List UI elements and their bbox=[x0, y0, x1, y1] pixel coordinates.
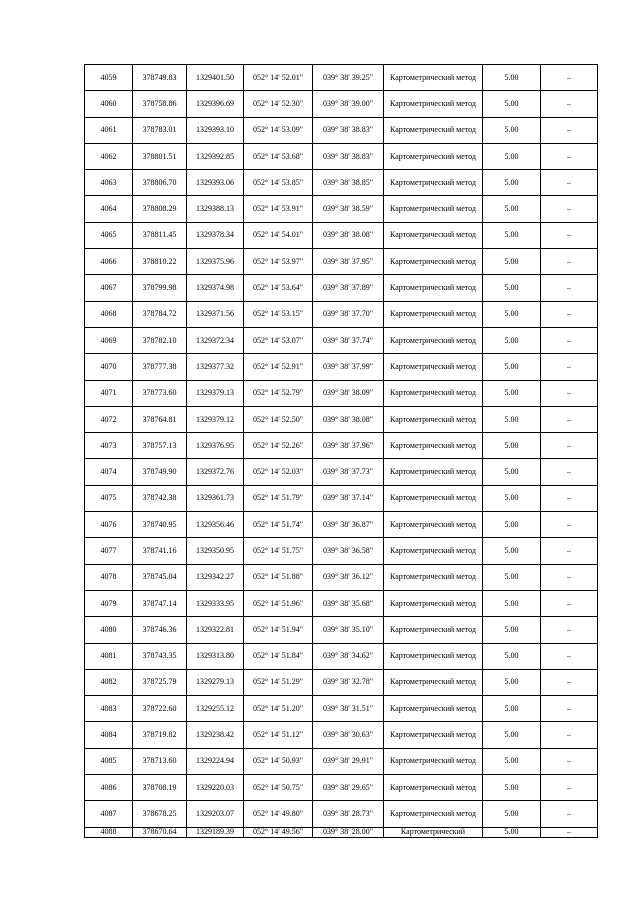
point-number-cell: 4072 bbox=[85, 406, 133, 432]
point-number-cell: 4071 bbox=[85, 380, 133, 406]
table-row bbox=[85, 117, 598, 143]
note-cell: – bbox=[541, 170, 598, 196]
accuracy-cell: 5.00 bbox=[483, 722, 541, 748]
latitude-cell: 052° 14' 53.09" bbox=[244, 117, 313, 143]
method-cell: Картометрический метод bbox=[384, 696, 483, 722]
point-number-cell: 4075 bbox=[85, 485, 133, 511]
table-row bbox=[85, 354, 598, 380]
x-coordinate-cell: 378670.64 bbox=[133, 827, 187, 837]
y-coordinate-cell: 1329333.95 bbox=[187, 590, 244, 616]
accuracy-cell: 5.00 bbox=[483, 669, 541, 695]
y-coordinate-cell: 1329378.34 bbox=[187, 222, 244, 248]
point-number-cell: 4082 bbox=[85, 669, 133, 695]
note-cell: – bbox=[541, 643, 598, 669]
longitude-cell: 039° 38' 39.25" bbox=[313, 65, 384, 91]
y-coordinate-cell: 1329322.81 bbox=[187, 617, 244, 643]
longitude-cell: 039° 38' 29.65" bbox=[313, 775, 384, 801]
latitude-cell: 052° 14' 52.50" bbox=[244, 406, 313, 432]
table-row bbox=[85, 617, 598, 643]
point-number-cell: 4081 bbox=[85, 643, 133, 669]
note-cell: – bbox=[541, 406, 598, 432]
note-cell: – bbox=[541, 380, 598, 406]
accuracy-cell: 5.00 bbox=[483, 275, 541, 301]
point-number-cell: 4065 bbox=[85, 222, 133, 248]
accuracy-cell: 5.00 bbox=[483, 775, 541, 801]
method-cell: Картометрический метод bbox=[384, 538, 483, 564]
method-cell: Картометрический метод bbox=[384, 117, 483, 143]
note-cell: – bbox=[541, 827, 598, 837]
method-cell: Картометрический метод bbox=[384, 170, 483, 196]
note-cell: – bbox=[541, 590, 598, 616]
y-coordinate-cell: 1329401.50 bbox=[187, 65, 244, 91]
table-row bbox=[85, 827, 598, 837]
table-row bbox=[85, 722, 598, 748]
x-coordinate-cell: 378743.35 bbox=[133, 643, 187, 669]
y-coordinate-cell: 1329356.46 bbox=[187, 512, 244, 538]
note-cell: – bbox=[541, 775, 598, 801]
table-row bbox=[85, 196, 598, 222]
x-coordinate-cell: 378783.01 bbox=[133, 117, 187, 143]
longitude-cell: 039° 38' 37.96" bbox=[313, 433, 384, 459]
y-coordinate-cell: 1329350.95 bbox=[187, 538, 244, 564]
latitude-cell: 052° 14' 49.80" bbox=[244, 801, 313, 827]
x-coordinate-cell: 378719.82 bbox=[133, 722, 187, 748]
x-coordinate-cell: 378764.81 bbox=[133, 406, 187, 432]
table-row bbox=[85, 275, 598, 301]
table-row bbox=[85, 433, 598, 459]
method-cell: Картометрический метод bbox=[384, 65, 483, 91]
latitude-cell: 052° 14' 50.75" bbox=[244, 775, 313, 801]
latitude-cell: 052° 14' 52.91" bbox=[244, 354, 313, 380]
latitude-cell: 052° 14' 51.94" bbox=[244, 617, 313, 643]
method-cell: Картометрический метод bbox=[384, 91, 483, 117]
x-coordinate-cell: 378806.70 bbox=[133, 170, 187, 196]
accuracy-cell: 5.00 bbox=[483, 617, 541, 643]
point-number-cell: 4085 bbox=[85, 748, 133, 774]
method-cell: Картометрический метод bbox=[384, 617, 483, 643]
note-cell: – bbox=[541, 512, 598, 538]
latitude-cell: 052° 14' 51.96" bbox=[244, 590, 313, 616]
latitude-cell: 052° 14' 53.15" bbox=[244, 301, 313, 327]
method-cell: Картометрический метод bbox=[384, 354, 483, 380]
y-coordinate-cell: 1329220.03 bbox=[187, 775, 244, 801]
x-coordinate-cell: 378722.60 bbox=[133, 696, 187, 722]
accuracy-cell: 5.00 bbox=[483, 301, 541, 327]
x-coordinate-cell: 378801.51 bbox=[133, 143, 187, 169]
latitude-cell: 052° 14' 54.01" bbox=[244, 222, 313, 248]
method-cell: Картометрический метод bbox=[384, 775, 483, 801]
table-row bbox=[85, 538, 598, 564]
accuracy-cell: 5.00 bbox=[483, 748, 541, 774]
x-coordinate-cell: 378773.60 bbox=[133, 380, 187, 406]
x-coordinate-cell: 378810.22 bbox=[133, 249, 187, 275]
y-coordinate-cell: 1329372.76 bbox=[187, 459, 244, 485]
point-number-cell: 4064 bbox=[85, 196, 133, 222]
table-row bbox=[85, 643, 598, 669]
y-coordinate-cell: 1329388.13 bbox=[187, 196, 244, 222]
method-cell: Картометрический метод bbox=[384, 433, 483, 459]
longitude-cell: 039° 38' 28.73" bbox=[313, 801, 384, 827]
method-cell: Картометрический метод bbox=[384, 249, 483, 275]
latitude-cell: 052° 14' 51.12" bbox=[244, 722, 313, 748]
point-number-cell: 4068 bbox=[85, 301, 133, 327]
table-row bbox=[85, 696, 598, 722]
point-number-cell: 4080 bbox=[85, 617, 133, 643]
accuracy-cell: 5.00 bbox=[483, 222, 541, 248]
y-coordinate-cell: 1329375.96 bbox=[187, 249, 244, 275]
note-cell: – bbox=[541, 327, 598, 353]
coordinates-table bbox=[84, 64, 598, 838]
latitude-cell: 052° 14' 52.26" bbox=[244, 433, 313, 459]
longitude-cell: 039° 38' 37.73" bbox=[313, 459, 384, 485]
accuracy-cell: 5.00 bbox=[483, 590, 541, 616]
x-coordinate-cell: 378782.10 bbox=[133, 327, 187, 353]
point-number-cell: 4077 bbox=[85, 538, 133, 564]
method-cell: Картометрический метод bbox=[384, 406, 483, 432]
y-coordinate-cell: 1329342.27 bbox=[187, 564, 244, 590]
accuracy-cell: 5.00 bbox=[483, 827, 541, 837]
method-cell: Картометрический метод bbox=[384, 722, 483, 748]
table-row bbox=[85, 590, 598, 616]
x-coordinate-cell: 378742.38 bbox=[133, 485, 187, 511]
point-number-cell: 4086 bbox=[85, 775, 133, 801]
x-coordinate-cell: 378678.25 bbox=[133, 801, 187, 827]
latitude-cell: 052° 14' 51.79" bbox=[244, 485, 313, 511]
method-cell: Картометрический метод bbox=[384, 327, 483, 353]
method-cell: Картометрический метод bbox=[384, 643, 483, 669]
note-cell: – bbox=[541, 617, 598, 643]
x-coordinate-cell: 378740.95 bbox=[133, 512, 187, 538]
note-cell: – bbox=[541, 91, 598, 117]
longitude-cell: 039° 38' 32.78" bbox=[313, 669, 384, 695]
point-number-cell: 4061 bbox=[85, 117, 133, 143]
latitude-cell: 052° 14' 51.20" bbox=[244, 696, 313, 722]
point-number-cell: 4070 bbox=[85, 354, 133, 380]
table-row bbox=[85, 669, 598, 695]
x-coordinate-cell: 378808.29 bbox=[133, 196, 187, 222]
method-cell: Картометрический bbox=[384, 827, 483, 837]
note-cell: – bbox=[541, 354, 598, 380]
table-row bbox=[85, 301, 598, 327]
accuracy-cell: 5.00 bbox=[483, 433, 541, 459]
method-cell: Картометрический метод bbox=[384, 380, 483, 406]
latitude-cell: 052° 14' 53.68" bbox=[244, 143, 313, 169]
x-coordinate-cell: 378741.16 bbox=[133, 538, 187, 564]
longitude-cell: 039° 38' 35.68" bbox=[313, 590, 384, 616]
method-cell: Картометрический метод bbox=[384, 222, 483, 248]
method-cell: Картометрический метод bbox=[384, 669, 483, 695]
method-cell: Картометрический метод bbox=[384, 196, 483, 222]
accuracy-cell: 5.00 bbox=[483, 249, 541, 275]
point-number-cell: 4076 bbox=[85, 512, 133, 538]
x-coordinate-cell: 378749.83 bbox=[133, 65, 187, 91]
accuracy-cell: 5.00 bbox=[483, 538, 541, 564]
y-coordinate-cell: 1329377.32 bbox=[187, 354, 244, 380]
accuracy-cell: 5.00 bbox=[483, 196, 541, 222]
note-cell: – bbox=[541, 65, 598, 91]
longitude-cell: 039° 38' 28.00" bbox=[313, 827, 384, 837]
point-number-cell: 4060 bbox=[85, 91, 133, 117]
y-coordinate-cell: 1329361.73 bbox=[187, 485, 244, 511]
method-cell: Картометрический метод bbox=[384, 590, 483, 616]
y-coordinate-cell: 1329379.13 bbox=[187, 380, 244, 406]
x-coordinate-cell: 378811.45 bbox=[133, 222, 187, 248]
x-coordinate-cell: 378758.86 bbox=[133, 91, 187, 117]
table-row bbox=[85, 564, 598, 590]
longitude-cell: 039° 38' 30.63" bbox=[313, 722, 384, 748]
y-coordinate-cell: 1329371.56 bbox=[187, 301, 244, 327]
y-coordinate-cell: 1329279.13 bbox=[187, 669, 244, 695]
method-cell: Картометрический метод bbox=[384, 748, 483, 774]
point-number-cell: 4074 bbox=[85, 459, 133, 485]
latitude-cell: 052° 14' 53.97" bbox=[244, 249, 313, 275]
point-number-cell: 4079 bbox=[85, 590, 133, 616]
point-number-cell: 4062 bbox=[85, 143, 133, 169]
accuracy-cell: 5.00 bbox=[483, 643, 541, 669]
latitude-cell: 052° 14' 52.03" bbox=[244, 459, 313, 485]
longitude-cell: 039° 38' 38.83" bbox=[313, 117, 384, 143]
table-row bbox=[85, 512, 598, 538]
longitude-cell: 039° 38' 37.99" bbox=[313, 354, 384, 380]
x-coordinate-cell: 378713.60 bbox=[133, 748, 187, 774]
point-number-cell: 4059 bbox=[85, 65, 133, 91]
method-cell: Картометрический метод bbox=[384, 459, 483, 485]
accuracy-cell: 5.00 bbox=[483, 696, 541, 722]
note-cell: – bbox=[541, 433, 598, 459]
point-number-cell: 4066 bbox=[85, 249, 133, 275]
longitude-cell: 039° 38' 37.70" bbox=[313, 301, 384, 327]
y-coordinate-cell: 1329238.42 bbox=[187, 722, 244, 748]
y-coordinate-cell: 1329393.06 bbox=[187, 170, 244, 196]
longitude-cell: 039° 38' 37.95" bbox=[313, 249, 384, 275]
y-coordinate-cell: 1329379.12 bbox=[187, 406, 244, 432]
latitude-cell: 052° 14' 53.07" bbox=[244, 327, 313, 353]
method-cell: Картометрический метод bbox=[384, 485, 483, 511]
longitude-cell: 039° 38' 37.74" bbox=[313, 327, 384, 353]
x-coordinate-cell: 378757.13 bbox=[133, 433, 187, 459]
table-row bbox=[85, 91, 598, 117]
longitude-cell: 039° 38' 36.58" bbox=[313, 538, 384, 564]
table-row bbox=[85, 143, 598, 169]
y-coordinate-cell: 1329392.85 bbox=[187, 143, 244, 169]
longitude-cell: 039° 38' 37.89" bbox=[313, 275, 384, 301]
method-cell: Картометрический метод bbox=[384, 801, 483, 827]
longitude-cell: 039° 38' 36.87" bbox=[313, 512, 384, 538]
y-coordinate-cell: 1329203.07 bbox=[187, 801, 244, 827]
note-cell: – bbox=[541, 117, 598, 143]
accuracy-cell: 5.00 bbox=[483, 91, 541, 117]
table-row bbox=[85, 459, 598, 485]
accuracy-cell: 5.00 bbox=[483, 143, 541, 169]
y-coordinate-cell: 1329255.12 bbox=[187, 696, 244, 722]
method-cell: Картометрический метод bbox=[384, 275, 483, 301]
note-cell: – bbox=[541, 669, 598, 695]
latitude-cell: 052° 14' 49.56" bbox=[244, 827, 313, 837]
x-coordinate-cell: 378747.14 bbox=[133, 590, 187, 616]
table-row bbox=[85, 801, 598, 827]
latitude-cell: 052° 14' 51.88" bbox=[244, 564, 313, 590]
longitude-cell: 039° 38' 34.62" bbox=[313, 643, 384, 669]
longitude-cell: 039° 38' 37.14" bbox=[313, 485, 384, 511]
y-coordinate-cell: 1329189.39 bbox=[187, 827, 244, 837]
longitude-cell: 039° 38' 38.83" bbox=[313, 143, 384, 169]
method-cell: Картометрический метод bbox=[384, 512, 483, 538]
accuracy-cell: 5.00 bbox=[483, 485, 541, 511]
y-coordinate-cell: 1329224.94 bbox=[187, 748, 244, 774]
note-cell: – bbox=[541, 249, 598, 275]
note-cell: – bbox=[541, 275, 598, 301]
y-coordinate-cell: 1329376.95 bbox=[187, 433, 244, 459]
accuracy-cell: 5.00 bbox=[483, 512, 541, 538]
longitude-cell: 039° 38' 38.59" bbox=[313, 196, 384, 222]
latitude-cell: 052° 14' 53.91" bbox=[244, 196, 313, 222]
y-coordinate-cell: 1329393.10 bbox=[187, 117, 244, 143]
note-cell: – bbox=[541, 696, 598, 722]
table-row bbox=[85, 65, 598, 91]
longitude-cell: 039° 38' 29.91" bbox=[313, 748, 384, 774]
table-row bbox=[85, 327, 598, 353]
table-row bbox=[85, 380, 598, 406]
method-cell: Картометрический метод bbox=[384, 301, 483, 327]
note-cell: – bbox=[541, 143, 598, 169]
point-number-cell: 4067 bbox=[85, 275, 133, 301]
latitude-cell: 052° 14' 51.29" bbox=[244, 669, 313, 695]
y-coordinate-cell: 1329374.98 bbox=[187, 275, 244, 301]
longitude-cell: 039° 38' 38.08" bbox=[313, 406, 384, 432]
method-cell: Картометрический метод bbox=[384, 564, 483, 590]
note-cell: – bbox=[541, 459, 598, 485]
table-row bbox=[85, 249, 598, 275]
longitude-cell: 039° 38' 36.12" bbox=[313, 564, 384, 590]
longitude-cell: 039° 38' 38.08" bbox=[313, 222, 384, 248]
accuracy-cell: 5.00 bbox=[483, 65, 541, 91]
table-row bbox=[85, 222, 598, 248]
accuracy-cell: 5.00 bbox=[483, 170, 541, 196]
accuracy-cell: 5.00 bbox=[483, 459, 541, 485]
note-cell: – bbox=[541, 222, 598, 248]
table-row bbox=[85, 485, 598, 511]
method-cell: Картометрический метод bbox=[384, 143, 483, 169]
x-coordinate-cell: 378725.79 bbox=[133, 669, 187, 695]
latitude-cell: 052° 14' 53.85" bbox=[244, 170, 313, 196]
longitude-cell: 039° 38' 38.85" bbox=[313, 170, 384, 196]
longitude-cell: 039° 38' 38.09" bbox=[313, 380, 384, 406]
point-number-cell: 4087 bbox=[85, 801, 133, 827]
note-cell: – bbox=[541, 748, 598, 774]
table-body bbox=[85, 65, 598, 838]
latitude-cell: 052° 14' 52.79" bbox=[244, 380, 313, 406]
note-cell: – bbox=[541, 801, 598, 827]
y-coordinate-cell: 1329313.80 bbox=[187, 643, 244, 669]
table-row bbox=[85, 748, 598, 774]
latitude-cell: 052° 14' 51.84" bbox=[244, 643, 313, 669]
point-number-cell: 4063 bbox=[85, 170, 133, 196]
point-number-cell: 4069 bbox=[85, 327, 133, 353]
x-coordinate-cell: 378749.90 bbox=[133, 459, 187, 485]
x-coordinate-cell: 378799.98 bbox=[133, 275, 187, 301]
point-number-cell: 4083 bbox=[85, 696, 133, 722]
x-coordinate-cell: 378746.36 bbox=[133, 617, 187, 643]
x-coordinate-cell: 378745.04 bbox=[133, 564, 187, 590]
accuracy-cell: 5.00 bbox=[483, 564, 541, 590]
note-cell: – bbox=[541, 196, 598, 222]
longitude-cell: 039° 38' 35.10" bbox=[313, 617, 384, 643]
note-cell: – bbox=[541, 538, 598, 564]
y-coordinate-cell: 1329396.69 bbox=[187, 91, 244, 117]
latitude-cell: 052° 14' 50.93" bbox=[244, 748, 313, 774]
table-row bbox=[85, 170, 598, 196]
longitude-cell: 039° 38' 31.51" bbox=[313, 696, 384, 722]
latitude-cell: 052° 14' 53.64" bbox=[244, 275, 313, 301]
accuracy-cell: 5.00 bbox=[483, 801, 541, 827]
accuracy-cell: 5.00 bbox=[483, 380, 541, 406]
note-cell: – bbox=[541, 564, 598, 590]
point-number-cell: 4088 bbox=[85, 827, 133, 837]
point-number-cell: 4084 bbox=[85, 722, 133, 748]
latitude-cell: 052° 14' 51.75" bbox=[244, 538, 313, 564]
point-number-cell: 4078 bbox=[85, 564, 133, 590]
table-row bbox=[85, 406, 598, 432]
accuracy-cell: 5.00 bbox=[483, 117, 541, 143]
x-coordinate-cell: 378777.38 bbox=[133, 354, 187, 380]
longitude-cell: 039° 38' 39.00" bbox=[313, 91, 384, 117]
accuracy-cell: 5.00 bbox=[483, 327, 541, 353]
latitude-cell: 052° 14' 52.30" bbox=[244, 91, 313, 117]
latitude-cell: 052° 14' 51.74" bbox=[244, 512, 313, 538]
accuracy-cell: 5.00 bbox=[483, 354, 541, 380]
x-coordinate-cell: 378708.19 bbox=[133, 775, 187, 801]
note-cell: – bbox=[541, 485, 598, 511]
accuracy-cell: 5.00 bbox=[483, 406, 541, 432]
point-number-cell: 4073 bbox=[85, 433, 133, 459]
note-cell: – bbox=[541, 301, 598, 327]
note-cell: – bbox=[541, 722, 598, 748]
latitude-cell: 052° 14' 52.01" bbox=[244, 65, 313, 91]
table-row bbox=[85, 775, 598, 801]
y-coordinate-cell: 1329372.34 bbox=[187, 327, 244, 353]
x-coordinate-cell: 378784.72 bbox=[133, 301, 187, 327]
